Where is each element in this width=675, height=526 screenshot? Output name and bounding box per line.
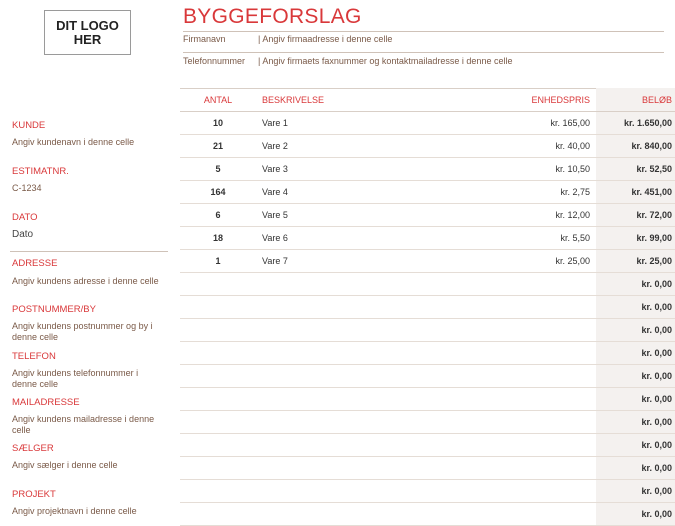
estimate-number-field[interactable]: C-1234: [12, 183, 42, 193]
table-row: [180, 158, 675, 181]
cell-belob: kr. 25,00: [596, 250, 675, 273]
postcode-field[interactable]: Angiv kundens postnummer og by i denne celle: [12, 321, 153, 342]
table-row: [180, 273, 675, 296]
table-row: [180, 112, 675, 135]
cell-antal[interactable]: [180, 319, 256, 342]
cell-enhedspris[interactable]: [478, 273, 596, 296]
cell-belob: kr. 451,00: [596, 181, 675, 204]
cell-beskrivelse[interactable]: Vare 2: [256, 135, 478, 158]
customer-divider: [10, 251, 168, 252]
table-row: [180, 457, 675, 480]
cell-belob: kr. 0,00: [596, 388, 675, 411]
cell-belob: kr. 0,00: [596, 296, 675, 319]
cell-enhedspris[interactable]: [478, 342, 596, 365]
company-name-label: Firmanavn: [183, 34, 226, 44]
company-contact-field[interactable]: | Angiv firmaets faxnummer og kontaktmailadresse i denne celle: [258, 56, 513, 66]
cell-antal[interactable]: [180, 457, 256, 480]
cell-belob: kr. 0,00: [596, 411, 675, 434]
cell-enhedspris[interactable]: [478, 480, 596, 503]
company-address-field[interactable]: | Angiv firmaadresse i denne celle: [258, 34, 393, 44]
date-field[interactable]: Dato: [12, 229, 34, 240]
cell-antal[interactable]: 1: [180, 250, 256, 273]
col-header-enhedspris: ENHEDSPRIS: [478, 88, 596, 112]
cell-enhedspris[interactable]: [478, 457, 596, 480]
cell-belob: kr. 0,00: [596, 503, 675, 526]
cell-beskrivelse[interactable]: [256, 296, 478, 319]
cell-antal[interactable]: [180, 388, 256, 411]
project-field[interactable]: Angiv projektnavn i denne celle: [12, 506, 137, 516]
cell-enhedspris[interactable]: kr. 165,00: [478, 112, 596, 135]
customer-name-field[interactable]: Angiv kundenavn i denne celle: [12, 137, 135, 147]
table-row: [180, 204, 675, 227]
col-header-beskrivelse: BESKRIVELSE: [256, 88, 478, 112]
cell-antal[interactable]: [180, 434, 256, 457]
cell-enhedspris[interactable]: [478, 503, 596, 526]
cell-beskrivelse[interactable]: Vare 5: [256, 204, 478, 227]
phone-label: Telefonnummer: [183, 56, 246, 66]
table-row: [180, 135, 675, 158]
table-row: [180, 503, 675, 526]
cell-beskrivelse[interactable]: [256, 388, 478, 411]
cell-enhedspris[interactable]: kr. 10,50: [478, 158, 596, 181]
cell-belob: kr. 52,50: [596, 158, 675, 181]
cell-beskrivelse[interactable]: [256, 503, 478, 526]
cell-enhedspris[interactable]: [478, 365, 596, 388]
col-header-belob: BELØB: [596, 88, 675, 112]
cell-belob: kr. 840,00: [596, 135, 675, 158]
col-header-antal: ANTAL: [180, 88, 256, 112]
cell-belob: kr. 72,00: [596, 204, 675, 227]
postcode-label: POSTNUMMER/BY: [12, 304, 96, 315]
cell-beskrivelse[interactable]: [256, 480, 478, 503]
cell-belob: kr. 0,00: [596, 342, 675, 365]
cell-antal[interactable]: 18: [180, 227, 256, 250]
estimate-label: ESTIMATNR.: [12, 166, 69, 177]
page-title: BYGGEFORSLAG: [183, 5, 362, 28]
cell-belob: kr. 0,00: [596, 457, 675, 480]
email-field[interactable]: Angiv kundens mailadresse i denne celle: [12, 414, 155, 435]
cell-antal[interactable]: 164: [180, 181, 256, 204]
company-divider: [183, 52, 664, 53]
cell-antal[interactable]: 5: [180, 158, 256, 181]
email-label: MAILADRESSE: [12, 397, 80, 408]
cell-antal[interactable]: 21: [180, 135, 256, 158]
table-row: [180, 227, 675, 250]
cell-belob: kr. 0,00: [596, 480, 675, 503]
cell-beskrivelse[interactable]: Vare 3: [256, 158, 478, 181]
seller-field[interactable]: Angiv sælger i denne celle: [12, 460, 118, 470]
cell-beskrivelse[interactable]: [256, 342, 478, 365]
address-field[interactable]: Angiv kundens adresse i denne celle: [12, 276, 159, 286]
table-row: [180, 296, 675, 319]
cell-belob: kr. 0,00: [596, 365, 675, 388]
table-row: [180, 181, 675, 204]
table-row: [180, 434, 675, 457]
address-label: ADRESSE: [12, 258, 58, 269]
cell-antal[interactable]: 6: [180, 204, 256, 227]
cell-antal[interactable]: [180, 296, 256, 319]
table-row: [180, 480, 675, 503]
cell-antal[interactable]: [180, 411, 256, 434]
cell-enhedspris[interactable]: kr. 2,75: [478, 181, 596, 204]
table-row: [180, 411, 675, 434]
project-label: PROJEKT: [12, 489, 56, 500]
cell-enhedspris[interactable]: kr. 25,00: [478, 250, 596, 273]
logo-text: DIT LOGO HER: [56, 17, 119, 47]
table-header-row: [180, 88, 675, 112]
company-logo-placeholder[interactable]: [44, 10, 131, 55]
cell-beskrivelse[interactable]: Vare 7: [256, 250, 478, 273]
title-divider: [183, 31, 664, 32]
cell-antal[interactable]: [180, 273, 256, 296]
cell-antal[interactable]: [180, 365, 256, 388]
cell-beskrivelse[interactable]: Vare 4: [256, 181, 478, 204]
cell-enhedspris[interactable]: kr. 40,00: [478, 135, 596, 158]
cell-beskrivelse[interactable]: Vare 6: [256, 227, 478, 250]
phone-field[interactable]: Angiv kundens telefonnummer i denne celle: [12, 368, 139, 389]
cell-enhedspris[interactable]: [478, 296, 596, 319]
table-row: [180, 342, 675, 365]
cell-beskrivelse[interactable]: [256, 457, 478, 480]
cell-enhedspris[interactable]: [478, 411, 596, 434]
cell-beskrivelse[interactable]: [256, 365, 478, 388]
cell-belob: kr. 0,00: [596, 319, 675, 342]
cell-beskrivelse[interactable]: [256, 434, 478, 457]
cell-belob: kr. 0,00: [596, 434, 675, 457]
cell-antal[interactable]: [180, 342, 256, 365]
cell-beskrivelse[interactable]: [256, 411, 478, 434]
cell-beskrivelse[interactable]: [256, 319, 478, 342]
cell-enhedspris[interactable]: kr. 5,50: [478, 227, 596, 250]
phone-field-label: TELEFON: [12, 351, 56, 362]
cell-belob: kr. 99,00: [596, 227, 675, 250]
cell-belob: kr. 0,00: [596, 273, 675, 296]
date-label: DATO: [12, 212, 38, 223]
cell-enhedspris[interactable]: [478, 388, 596, 411]
cell-beskrivelse[interactable]: Vare 1: [256, 112, 478, 135]
cell-antal[interactable]: 10: [180, 112, 256, 135]
table-row: [180, 250, 675, 273]
table-row: [180, 319, 675, 342]
cell-belob: kr. 1.650,00: [596, 112, 675, 135]
cell-antal[interactable]: [180, 503, 256, 526]
table-row: [180, 365, 675, 388]
customer-label: KUNDE: [12, 120, 46, 131]
cell-enhedspris[interactable]: kr. 12,00: [478, 204, 596, 227]
cell-enhedspris[interactable]: [478, 434, 596, 457]
table-row: [180, 388, 675, 411]
cell-beskrivelse[interactable]: [256, 273, 478, 296]
cell-enhedspris[interactable]: [478, 319, 596, 342]
cell-antal[interactable]: [180, 480, 256, 503]
seller-label: SÆLGER: [12, 443, 54, 454]
items-table: [180, 88, 675, 526]
